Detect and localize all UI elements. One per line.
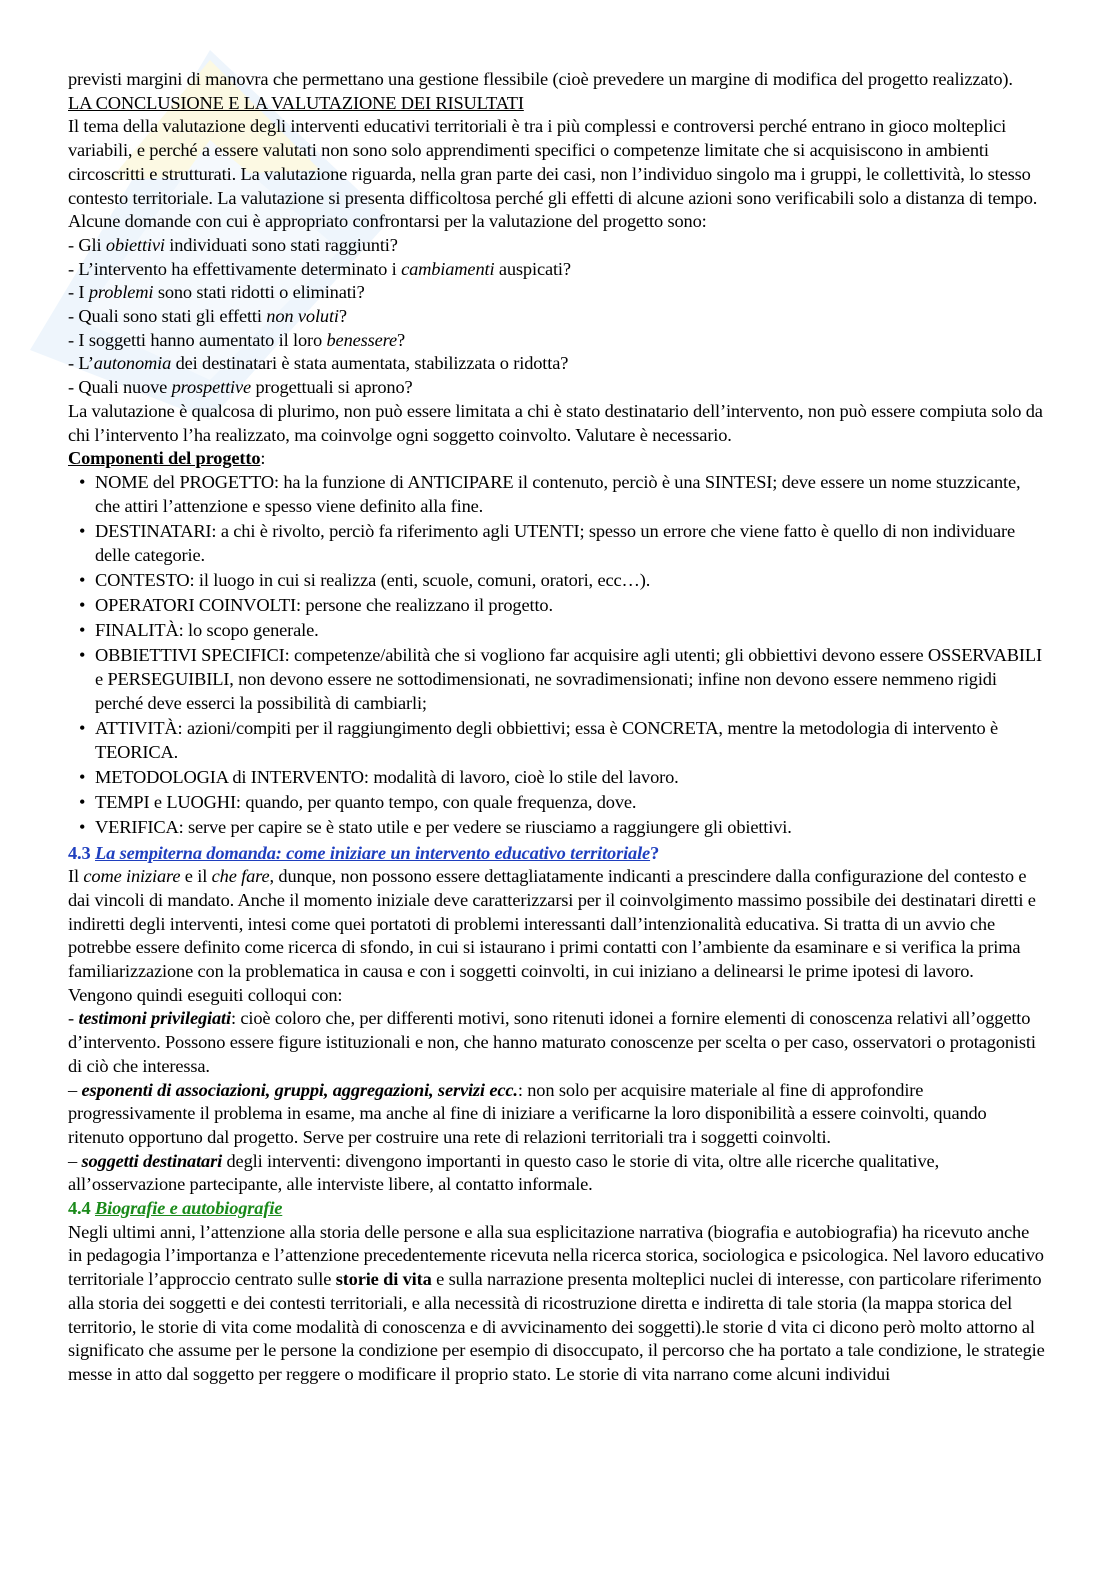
paragraph [68, 1007, 1046, 1078]
paragraph [68, 329, 1046, 353]
document-body [68, 68, 1046, 1387]
list-item [68, 816, 1046, 840]
paragraph [68, 400, 1046, 447]
text-run: ? [650, 842, 660, 863]
paragraph [68, 281, 1046, 305]
paragraph [68, 376, 1046, 400]
text-run: OPERATORI COINVOLTI: persone che realizzano il progetto. [95, 594, 553, 615]
paragraph [68, 447, 1046, 471]
text-run: che fare [211, 866, 270, 887]
text-run: esponenti di associazioni, gruppi, aggregazioni, servizi ecc. [81, 1079, 518, 1100]
paragraph [68, 92, 1046, 116]
list-item [68, 569, 1046, 593]
list-item [68, 619, 1046, 643]
section-heading [68, 1197, 1046, 1221]
text-run: : non solo per acquisire materiale al fine di approfondire progressivamente il problema in esame, ma anche al fine di iniziare a verificarne la loro disponibilità a essere coinvolti, quando ritenuto opportuno dal progetto. Serve per costruire una rete di relazioni territoriali tra i soggetti coinvolti. [68, 1079, 987, 1147]
text-run: : [260, 448, 266, 469]
text-run: ? [338, 306, 347, 327]
list-item [68, 644, 1046, 715]
text-run: - [68, 1008, 79, 1029]
text-run: e sulla narrazione presenta molteplici nuclei di interesse, con particolare riferimento alla storia dei soggetti e dei contesti territoriali, e alla necessità di ricostruzione diretta e indiretta di tale storia (la mappa storica del territorio, le storie di vita come modalità di conoscenza e di avvicinamento dei soggetti).le storie d vita ci dicono però molto attorno al significato che assume per le persone la condizione per esempio di disoccupato, il percorso che ha portato a tale condizione, le strategie messe in atto dal soggetto per reggere o modificare il proprio stato. Le storie di vita narrano come alcuni individui [68, 1269, 1045, 1384]
text-run: progettuali si aprono? [251, 377, 413, 398]
text-run: - I [68, 282, 89, 303]
text-run: – [68, 1150, 82, 1171]
text-run: e il [180, 866, 212, 887]
text-run: - L’ [68, 353, 94, 374]
text-run: – [68, 1079, 82, 1100]
list-item [68, 594, 1046, 618]
text-run: LA CONCLUSIONE E LA VALUTAZIONE DEI RISULTATI [68, 92, 524, 113]
text-run: autonomia [93, 353, 172, 374]
text-run: 4.4 [68, 1198, 95, 1219]
text-run: - Quali nuove [68, 377, 172, 398]
text-run: auspicati? [494, 258, 571, 279]
paragraph [68, 234, 1046, 258]
paragraph [68, 1221, 1046, 1387]
text-run: METODOLOGIA di INTERVENTO: modalità di lavoro, cioè lo stile del lavoro. [95, 766, 679, 787]
text-run: CONTESTO: il luogo in cui si realizza (enti, scuole, comuni, oratori, ecc…). [95, 569, 651, 590]
section-heading [68, 842, 1046, 866]
text-run: degli interventi: divengono importanti in questo caso le storie di vita, oltre alle ricerche qualitative, all’osservazione partecipante, alle interviste libere, al contatto informale. [68, 1150, 940, 1195]
text-run: - L’intervento ha effettivamente determinato i [68, 258, 402, 279]
text-run: DESTINATARI: a chi è rivolto, perciò fa riferimento agli UTENTI; spesso un errore che viene fatto è quello di non individuare delle categorie. [95, 520, 1015, 565]
text-run: : cioè coloro che, per differenti motivi, sono ritenuti idonei a fornire elementi di conoscenza relativi all’oggetto d’intervento. Possono essere figure istituzionali e non, che hanno maturato conoscenze per scelta o per caso, osservatori o protagonisti di ciò che interessa. [68, 1008, 1036, 1076]
text-run: - Gli [68, 234, 106, 255]
text-run: La valutazione è qualcosa di plurimo, non può essere limitata a chi è stato destinatario dell’intervento, non può essere compiuta solo da chi l’intervento l’ha realizzato, ma coinvolge ogni soggetto coinvolto. Valutare è necessario. [68, 400, 1043, 445]
paragraph [68, 68, 1046, 92]
text-run: previsti margini di manovra che permettano una gestione flessibile (cioè prevedere un margine di modifica del progetto realizzato). [68, 69, 1013, 89]
text-run: Vengono quindi eseguiti colloqui con: [68, 984, 343, 1005]
text-run: 4.3 [68, 842, 95, 863]
text-run: Negli ultimi anni, l’attenzione alla storia delle persone e alla sua esplicitazione narrativa (biografia e autobiografia) ha ricevuto anche in pedagogia l’importanza e l’attenzione precedentemente ricevuta nella ricerca storica, sociologica e psicologica. Nel lavoro educativo territoriale l’approccio centrato sulle [68, 1221, 1044, 1290]
text-run: problemi [88, 282, 154, 303]
text-run: cambiamenti [401, 258, 495, 279]
paragraph [68, 115, 1046, 234]
text-run: - I soggetti hanno aumentato il loro [68, 329, 327, 350]
list-item [68, 791, 1046, 815]
text-run: soggetti destinatari [81, 1150, 223, 1171]
text-run: Il tema della valutazione degli interventi educativi territoriali è tra i più complessi e controversi perché entrano in gioco molteplici variabili, e perché a essere valutati non sono solo apprendimenti specifici o competenze limitate che si acquisiscono in ambienti circoscritti e strutturati. La valutazione riguarda, nella gran parte dei casi, non l’individuo singolo ma i gruppi, le collettività, lo stesso contesto territoriale. La valutazione si presenta difficoltosa perché gli effetti di alcune azioni sono verificabili solo a distanza di tempo. Alcune domande con cui è appropriato confrontarsi per la valutazione del progetto sono: [68, 116, 1038, 232]
text-run: non voluti [266, 306, 339, 327]
text-run: ATTIVITÀ: azioni/compiti per il raggiungimento degli obbiettivi; essa è CONCRETA, mentre la metodologia di intervento è TEORICA. [95, 717, 999, 762]
text-run: testimoni privilegiati [78, 1008, 231, 1029]
paragraph [68, 984, 1046, 1008]
heading-link[interactable]: La sempiterna domanda: come iniziare un intervento educativo territoriale [95, 842, 651, 863]
text-run: , dunque, non possono essere dettagliatamente indicanti a prescindere dalla configurazione del contesto e dai vincoli di mandato. Anche il momento iniziale deve caratterizzarsi per il coinvolgimento massimo possibile dei destinatari diretti e indiretti degli interventi, intesi come quei portatoti di problemi interessanti dall’intenzionalità educativa. Si tratta di un avvio che potrebbe essere definito come ricerca di sfondo, in cui si istaurano i primi contatti con l’ambiente da esaminare e si verifica la prima familiarizzazione con la problematica in causa e con i soggetti coinvolti, in cui iniziano a delinearsi le prime ipotesi di lavoro. [68, 866, 1036, 982]
text-run: - Quali sono stati gli effetti [68, 306, 267, 327]
paragraph [68, 1150, 1046, 1197]
text-run: Componenti del progetto [68, 448, 261, 469]
text-run: prospettive [171, 377, 252, 398]
text-run: dei destinatari è stata aumentata, stabilizzata o ridotta? [171, 353, 569, 374]
paragraph [68, 1079, 1046, 1150]
text-run: ? [397, 329, 406, 350]
text-run: individuati sono stati raggiunti? [164, 234, 398, 255]
text-run: storie di vita [335, 1269, 432, 1290]
list-item [68, 717, 1046, 764]
list-item [68, 766, 1046, 790]
paragraph [68, 258, 1046, 282]
paragraph [68, 352, 1046, 376]
paragraph [68, 305, 1046, 329]
text-run: OBBIETTIVI SPECIFICI: competenze/abilità che si vogliono far acquisire agli utenti; gli obbiettivi devono essere OSSERVABILI e PERSEGUIBILI, non devono essere ne sottodimensionati, ne sovradimensionati; infine non devono essere nemmeno rigidi perché deve esserci la possibilità di cambiarli; [95, 645, 1042, 713]
text-run: come iniziare [83, 866, 181, 887]
text-run: VERIFICA: serve per capire se è stato utile e per vedere se riusciamo a raggiungere gli obiettivi. [95, 817, 792, 838]
text-run: obiettivi [105, 234, 165, 255]
paragraph [68, 865, 1046, 984]
text-run: NOME del PROGETTO: ha la funzione di ANTICIPARE il contenuto, perciò è una SINTESI; deve essere un nome stuzzicante, che attiri l’attenzione e spesso viene definito alla fine. [95, 471, 1021, 516]
heading-link[interactable]: Biografie e autobiografie [95, 1198, 283, 1219]
text-run: FINALITÀ: lo scopo generale. [95, 620, 319, 641]
list-item [68, 520, 1046, 567]
text-run: sono stati ridotti o eliminati? [153, 282, 365, 303]
list-item [68, 471, 1046, 518]
text-run: TEMPI e LUOGHI: quando, per quanto tempo, con quale frequenza, dove. [95, 792, 637, 813]
text-run: benessere [326, 329, 397, 350]
text-run: Il [68, 866, 84, 887]
